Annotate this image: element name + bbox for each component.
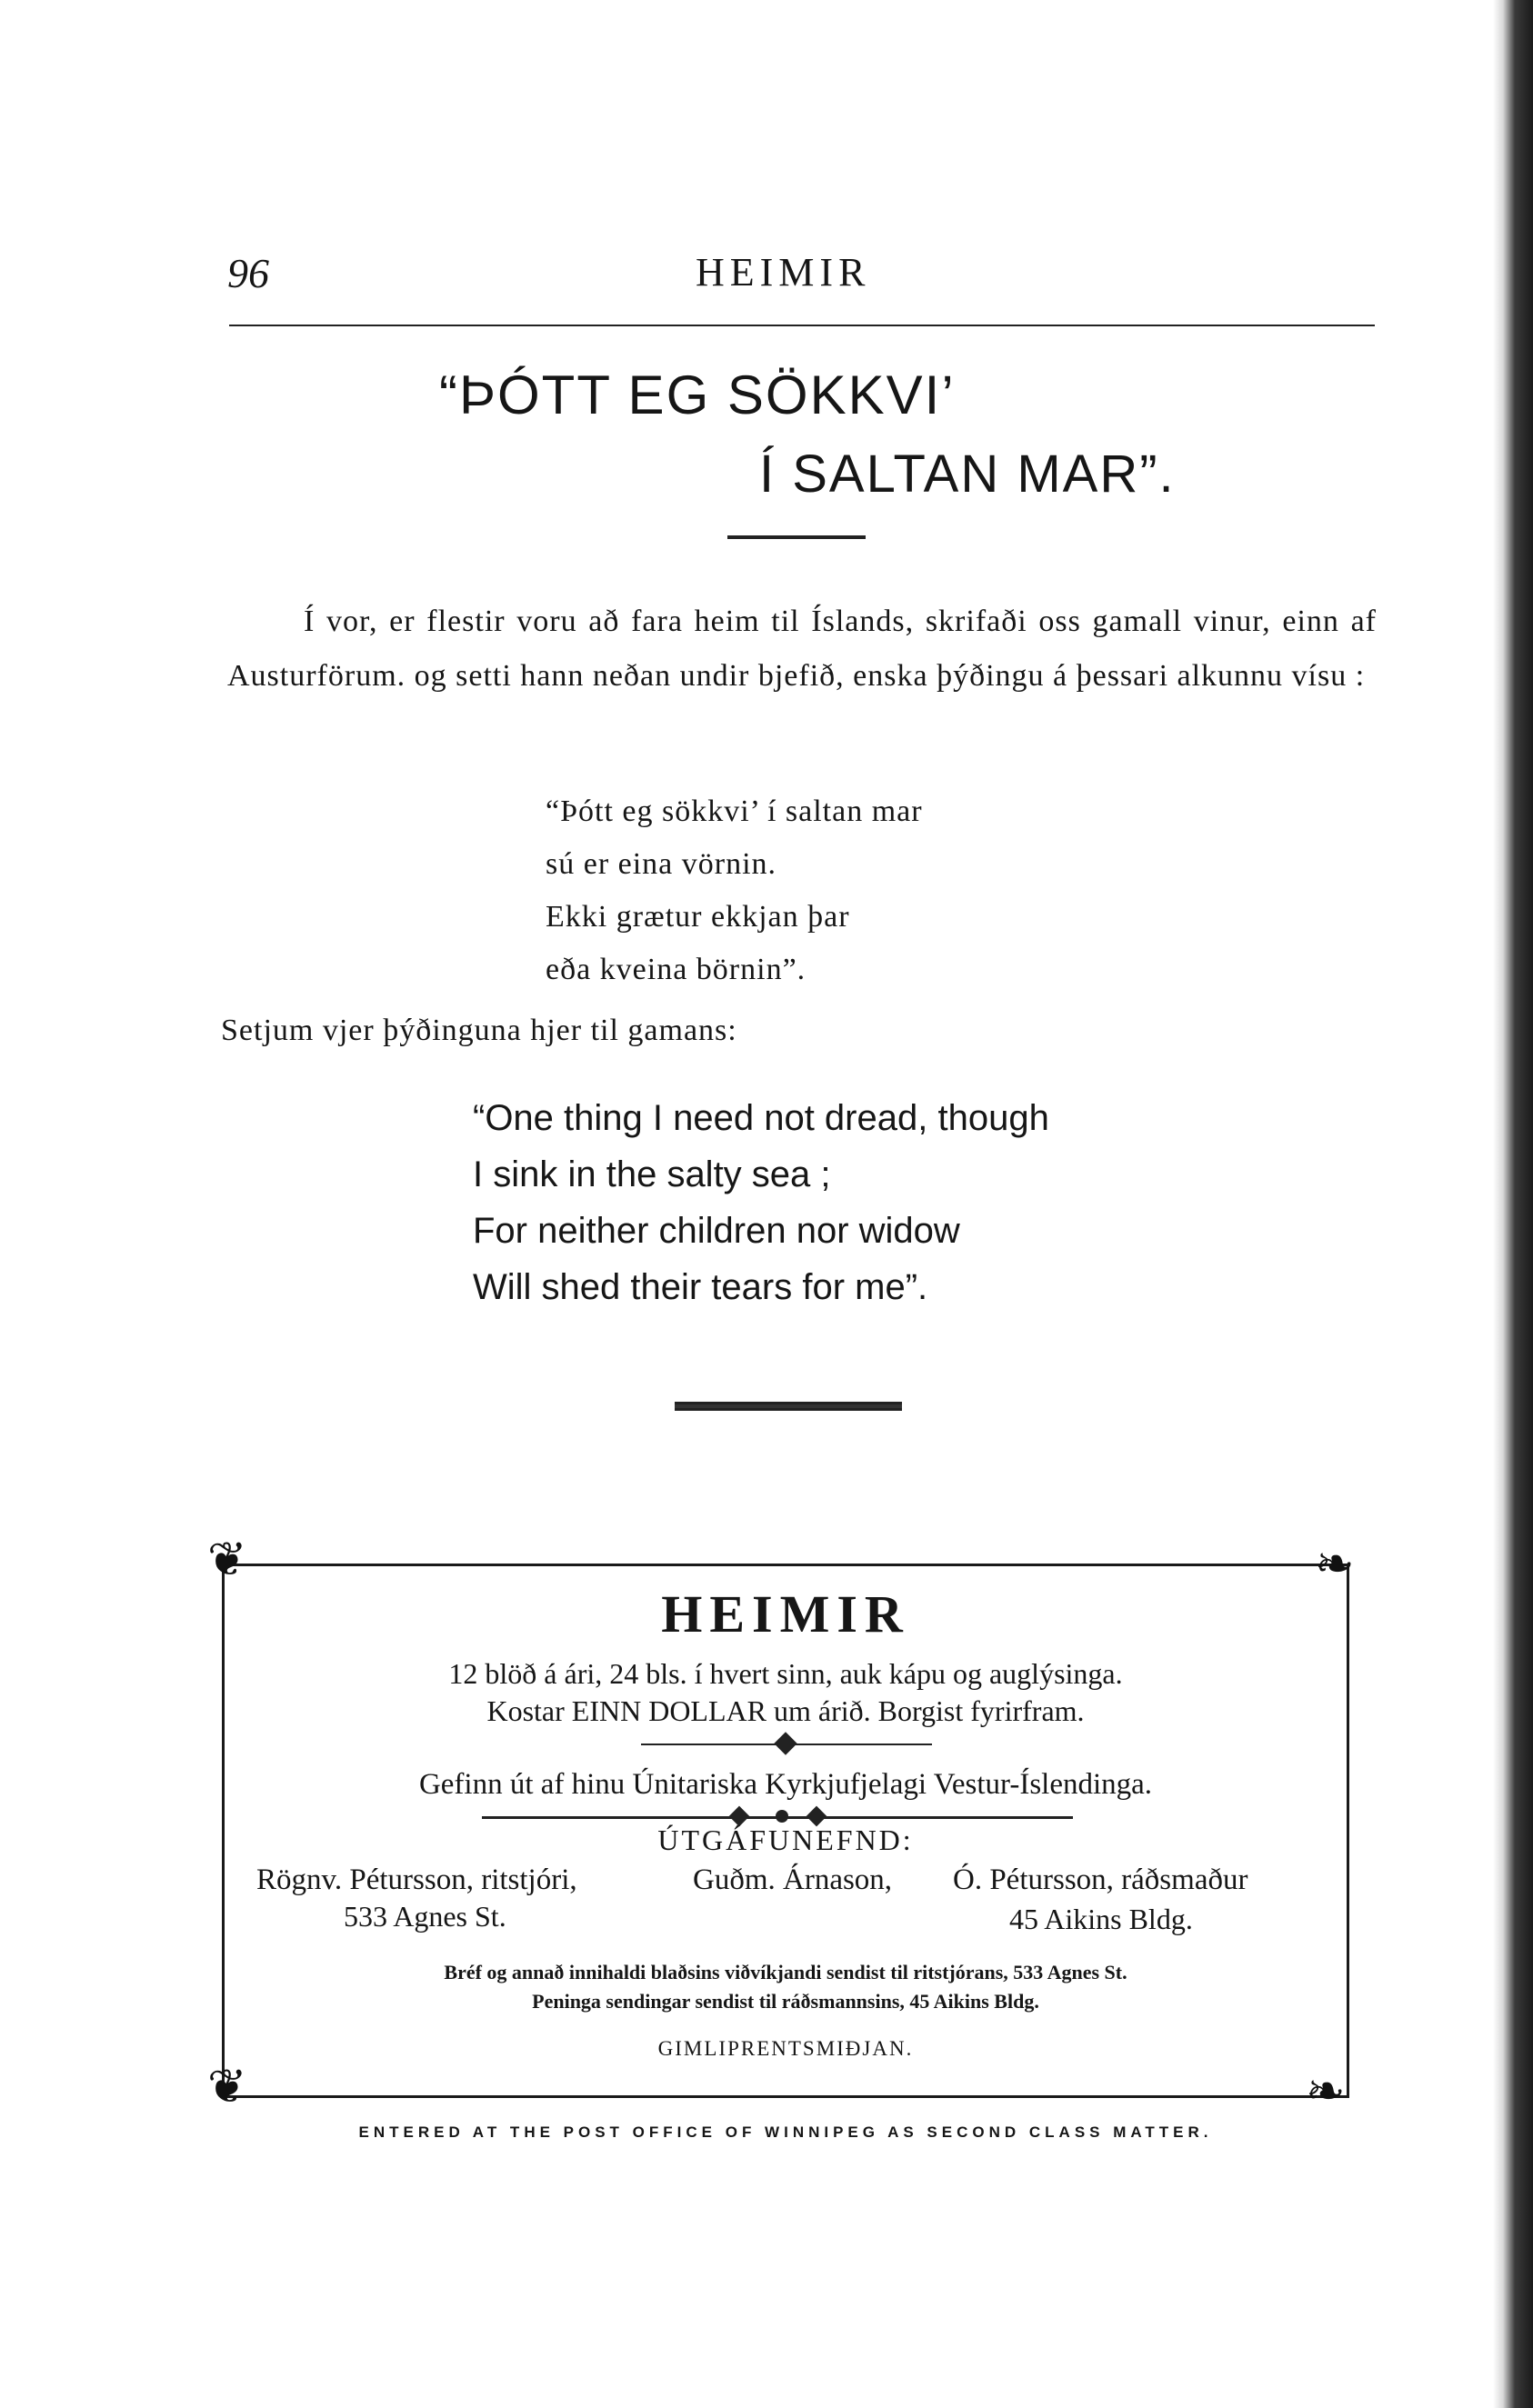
masthead-title: HEIMIR bbox=[661, 1584, 910, 1644]
article-title-line2: Í SALTAN MAR”. bbox=[759, 445, 1176, 504]
fleuron-icon: ❦ bbox=[207, 2060, 247, 2114]
editor-name: Ó. Pétursson, ráðsmaður bbox=[953, 1863, 1248, 1896]
verse-line: For neither children nor widow bbox=[473, 1211, 960, 1251]
correspondence-note: Bréf og annað innihaldi blaðsins viðvíkjandi sendist til ritstjórans, 533 Agnes St. bbox=[444, 1961, 1127, 1983]
editor-name: Rögnv. Pétursson, ritstjóri, bbox=[256, 1863, 577, 1896]
price-info: Kostar EINN DOLLAR um árið. Borgist fyrirfram. bbox=[486, 1694, 1085, 1727]
postal-notice: ENTERED AT THE POST OFFICE OF WINNIPEG AS SECOND CLASS MATTER. bbox=[358, 2123, 1213, 2141]
article-title-line1: “ÞÓTT EG SÖKKVI’ bbox=[439, 365, 956, 425]
english-verse bbox=[473, 1090, 1049, 1315]
page-edge-shadow bbox=[1493, 0, 1533, 2408]
verse-line: eða kveina börnin”. bbox=[546, 953, 807, 986]
verse-line: sú er eina vörnin. bbox=[546, 847, 777, 881]
section-divider bbox=[675, 1402, 902, 1411]
printer-name: GIMLIPRENTSMIÐJAN. bbox=[657, 2037, 914, 2060]
subscription-info: 12 blöð á ári, 24 bls. í hvert sinn, auk kápu og auglýsinga. bbox=[448, 1657, 1123, 1690]
icelandic-verse bbox=[546, 785, 923, 996]
dot-icon bbox=[776, 1810, 788, 1823]
running-title: HEIMIR bbox=[696, 250, 871, 295]
verse-line: Ekki grætur ekkjan þar bbox=[546, 900, 850, 934]
intro-paragraph: Í vor, er flestir voru að fara heim til Íslands, skrifaði oss gamall vinur, einn af Austurförum. og setti hann neðan undir bjefið, enska þýðingu á þessari alkunnu vísu : bbox=[227, 604, 1377, 693]
committee-label: ÚTGÁFUNEFND: bbox=[657, 1823, 914, 1856]
verse-line: “Þótt eg sökkvi’ í saltan mar bbox=[546, 794, 923, 828]
fleuron-icon: ❧ bbox=[1315, 1537, 1355, 1592]
title-rule bbox=[727, 535, 866, 539]
editor-address: 533 Agnes St. bbox=[344, 1900, 506, 1933]
fleuron-icon: ❦ bbox=[207, 1533, 247, 1587]
fleuron-icon: ❧ bbox=[1306, 2064, 1346, 2119]
header-rule bbox=[229, 325, 1375, 326]
manager-address: 45 Aikins Bldg. bbox=[1009, 1903, 1193, 1935]
editor-name: Guðm. Árnason, bbox=[693, 1863, 893, 1896]
verse-line: “One thing I need not dread, though bbox=[473, 1098, 1049, 1138]
publisher-info: Gefinn út af hinu Únitariska Kyrkjufjelagi Vestur-Íslendinga. bbox=[418, 1768, 1153, 1801]
verse-line: Will shed their tears for me”. bbox=[473, 1267, 928, 1307]
page-number: 96 bbox=[227, 250, 269, 296]
payment-note: Peninga sendingar sendist til ráðsmannsins, 45 Aikins Bldg. bbox=[532, 1990, 1039, 2013]
verse-line: I sink in the salty sea ; bbox=[473, 1154, 831, 1194]
translation-intro: Setjum vjer þýðinguna hjer til gamans: bbox=[221, 1014, 737, 1047]
page-header bbox=[227, 245, 1375, 305]
